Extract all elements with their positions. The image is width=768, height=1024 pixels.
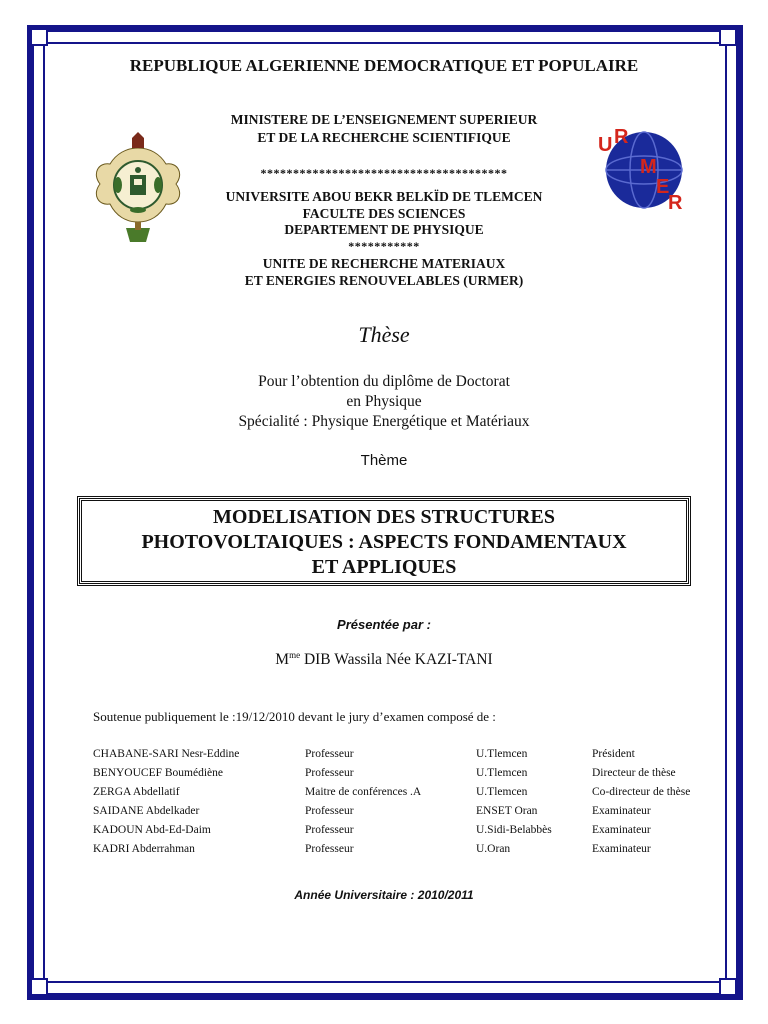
jury-member-name: ZERGA Abdellatif bbox=[93, 786, 180, 798]
jury-member-university: ENSET Oran bbox=[476, 805, 538, 817]
jury-member-university: U.Tlemcen bbox=[476, 786, 528, 798]
faculty-name: FACULTE DES SCIENCES bbox=[302, 206, 466, 221]
corner-ornament bbox=[719, 978, 737, 996]
jury-member-name: SAIDANE Abdelkader bbox=[93, 805, 200, 817]
table-row bbox=[93, 748, 733, 767]
jury-member-role: Examinateur bbox=[592, 824, 651, 836]
author-prefix: M bbox=[275, 651, 290, 669]
thesis-label: Thèse bbox=[358, 322, 410, 347]
thesis-title-line-1: MODELISATION DES STRUCTURES bbox=[213, 506, 555, 528]
separator-stars: ************************************** bbox=[260, 166, 508, 180]
jury-member-grade: Professeur bbox=[305, 805, 354, 817]
svg-text:E: E bbox=[656, 176, 670, 198]
jury-member-grade: Maitre de conférences .A bbox=[305, 786, 422, 798]
svg-text:U: U bbox=[598, 134, 613, 156]
jury-member-university: U.Tlemcen bbox=[476, 748, 528, 760]
jury-table bbox=[93, 748, 733, 862]
jury-member-grade: Professeur bbox=[305, 748, 354, 760]
table-row bbox=[93, 843, 733, 862]
jury-member-name: KADOUN Abd-Ed-Daim bbox=[93, 824, 211, 836]
research-unit-line-1: UNITE DE RECHERCHE MATERIAUX bbox=[262, 256, 506, 271]
table-row bbox=[93, 824, 733, 843]
university-name: UNIVERSITE ABOU BEKR BELKÏD DE TLEMCEN bbox=[225, 189, 543, 204]
corner-ornament bbox=[30, 978, 48, 996]
jury-member-role: Examinateur bbox=[592, 843, 651, 855]
jury-member-name: BENYOUCEF Boumédiène bbox=[93, 767, 224, 779]
author-prefix-sup: me bbox=[289, 650, 301, 660]
jury-member-name: KADRI Abderrahman bbox=[93, 843, 195, 855]
urmer-globe-logo bbox=[594, 125, 694, 215]
jury-member-grade: Professeur bbox=[305, 767, 354, 779]
svg-text:R: R bbox=[614, 126, 629, 148]
jury-member-role: Directeur de thèse bbox=[592, 767, 676, 779]
separator-stars-short: *********** bbox=[348, 239, 420, 253]
jury-member-role: Président bbox=[592, 748, 635, 760]
degree-purpose-line-2: en Physique bbox=[346, 393, 422, 410]
speciality: Spécialité : Physique Energétique et Matériaux bbox=[238, 413, 530, 430]
thesis-title-line-3: ET APPLIQUES bbox=[311, 556, 457, 578]
svg-text:R: R bbox=[668, 192, 683, 214]
research-unit-line-2: ET ENERGIES RENOUVELABLES (URMER) bbox=[244, 273, 524, 288]
thesis-title-line-2: PHOTOVOLTAIQUES : ASPECTS FONDAMENTAUX bbox=[141, 531, 627, 553]
ministry-line-2: ET DE LA RECHERCHE SCIENTIFIQUE bbox=[257, 130, 511, 145]
jury-member-university: U.Tlemcen bbox=[476, 767, 528, 779]
academic-year: Année Universitaire : 2010/2011 bbox=[294, 888, 474, 902]
university-emblem-logo bbox=[88, 130, 188, 248]
author-full-name: DIB Wassila Née KAZI-TANI bbox=[300, 651, 493, 669]
corner-ornament bbox=[719, 28, 737, 46]
corner-ornament bbox=[30, 28, 48, 46]
republic-heading: REPUBLIQUE ALGERIENNE DEMOCRATIQUE ET POPULAIRE bbox=[129, 56, 639, 75]
jury-member-name: CHABANE-SARI Nesr-Eddine bbox=[93, 748, 240, 760]
jury-member-grade: Professeur bbox=[305, 843, 354, 855]
table-row bbox=[93, 786, 733, 805]
jury-member-university: U.Sidi-Belabbès bbox=[476, 824, 552, 836]
table-row bbox=[93, 805, 733, 824]
defense-statement: Soutenue publiquement le :19/12/2010 devant le jury d’examen composé de : bbox=[93, 709, 496, 724]
degree-purpose-line-1: Pour l’obtention du diplôme de Doctorat bbox=[258, 373, 510, 390]
department-name: DEPARTEMENT DE PHYSIQUE bbox=[284, 222, 484, 237]
svg-text:M: M bbox=[640, 156, 657, 178]
jury-member-role: Co-directeur de thèse bbox=[592, 786, 691, 798]
jury-member-university: U.Oran bbox=[476, 843, 511, 855]
ministry-line-1: MINISTERE DE L’ENSEIGNEMENT SUPERIEUR bbox=[230, 112, 538, 127]
jury-member-role: Examinateur bbox=[592, 805, 651, 817]
author-name bbox=[0, 650, 768, 669]
presented-by-label: Présentée par : bbox=[337, 617, 431, 632]
theme-label: Thème bbox=[360, 452, 408, 469]
table-row bbox=[93, 767, 733, 786]
jury-member-grade: Professeur bbox=[305, 824, 354, 836]
